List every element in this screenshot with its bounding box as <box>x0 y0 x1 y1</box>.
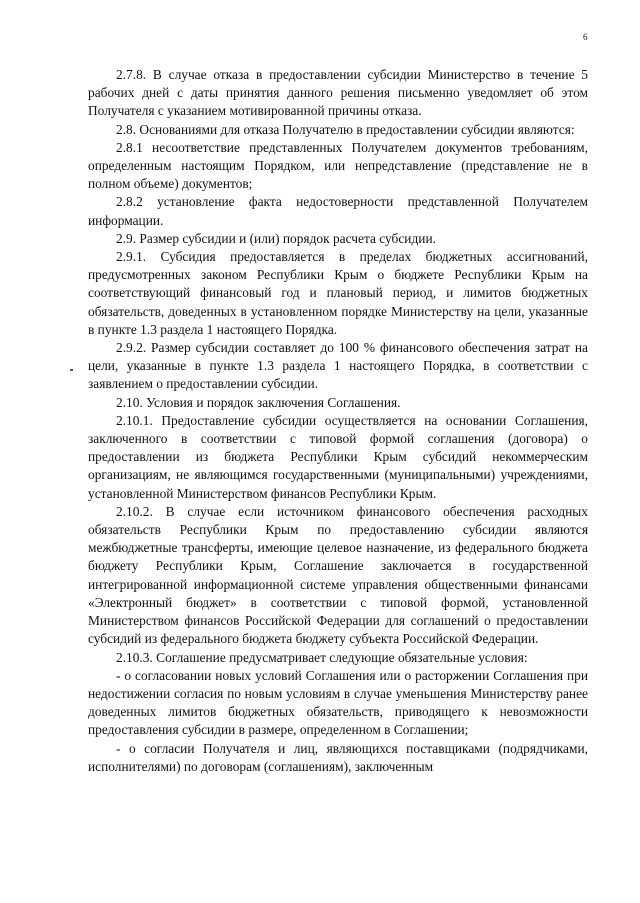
scan-mark <box>70 369 73 371</box>
paragraph-2-10-2: 2.10.2. В случае если источником финансового обеспечения расходных обязательств Республики Крым по предоставлению субсидии являются межбюджетные трансферты, имеющие целевое назначение, из федерального бюджета бюджету Республики Крым, Соглашение заключается в государственной интегрированной информационной системе управления общественными финансами «Электронный бюджет» в соответствии с типовой формой, установленной Министерством финансов Российской Федерации для соглашений о предоставлении субсидий из федерального бюджета бюджету субъекта Российской Федерации. <box>88 503 588 647</box>
paragraph-2-10: 2.10. Условия и порядок заключения Соглашения. <box>116 394 401 410</box>
paragraph-2-8-2: 2.8.2 установление факта недостоверности представленной Получателем информации. <box>88 194 588 228</box>
condition-item-1: - о согласовании новых условий Соглашения или о расторжении Соглашения при недостижении согласия по новым условиям в случае уменьшения Министерству ранее доведенных лимитов бюджетных обязательств, приводящего к невозможности предоставления субсидии в размере, определенном в Соглашении; <box>88 667 588 738</box>
paragraph-2-10-3: 2.10.3. Соглашение предусматривает следующие обязательные условия: <box>116 649 528 665</box>
paragraph-2-9: 2.9. Размер субсидии и (или) порядок расчета субсидии. <box>116 230 436 246</box>
paragraph-2-7-8: 2.7.8. В случае отказа в предоставлении субсидии Министерство в течение 5 рабочих дней с даты принятия данного решения письменно уведомляет об этом Получателя с указанием мотивированной причины отказа. <box>88 67 588 119</box>
condition-item-2: - о согласии Получателя и лиц, являющихся поставщиками (подрядчиками, исполнителями) по договорам (соглашениям), заключенным <box>88 740 588 774</box>
paragraph-2-10-1: 2.10.1. Предоставление субсидии осуществляется на основании Соглашения, заключенного в соответствии с типовой формой соглашения (договора) о предоставлении из бюджета Республики Крым субсидий некоммерческим организациям, не являющимся государственными (муниципальными) учреждениями, установленной Министерством финансов Республики Крым. <box>88 412 588 501</box>
paragraph-2-9-2: 2.9.2. Размер субсидии составляет до 100 % финансового обеспечения затрат на цели, указанные в пункте 1.3 раздела 1 настоящего Порядка, в соответствии с заявлением о предоставлении субсидии. <box>88 340 588 392</box>
page-number: 6 <box>583 32 588 42</box>
document-body <box>88 66 588 776</box>
paragraph-2-8: 2.8. Основаниями для отказа Получателю в предоставлении субсидии являются: <box>116 121 575 137</box>
paragraph-2-9-1: 2.9.1. Субсидия предоставляется в пределах бюджетных ассигнований, предусмотренных законом Республики Крым о бюджете Республики Крым на соответствующий финансовый год и плановый период, и лимитов бюджетных обязательств, доведенных в установленном порядке Министерству на цели, указанные в пункте 1.3 раздела 1 настоящего Порядка. <box>88 249 588 337</box>
paragraph-2-8-1: 2.8.1 несоответствие представленных Получателем документов требованиям, определенным настоящим Порядком, или непредставление (представление не в полном объеме) документов; <box>88 139 588 192</box>
